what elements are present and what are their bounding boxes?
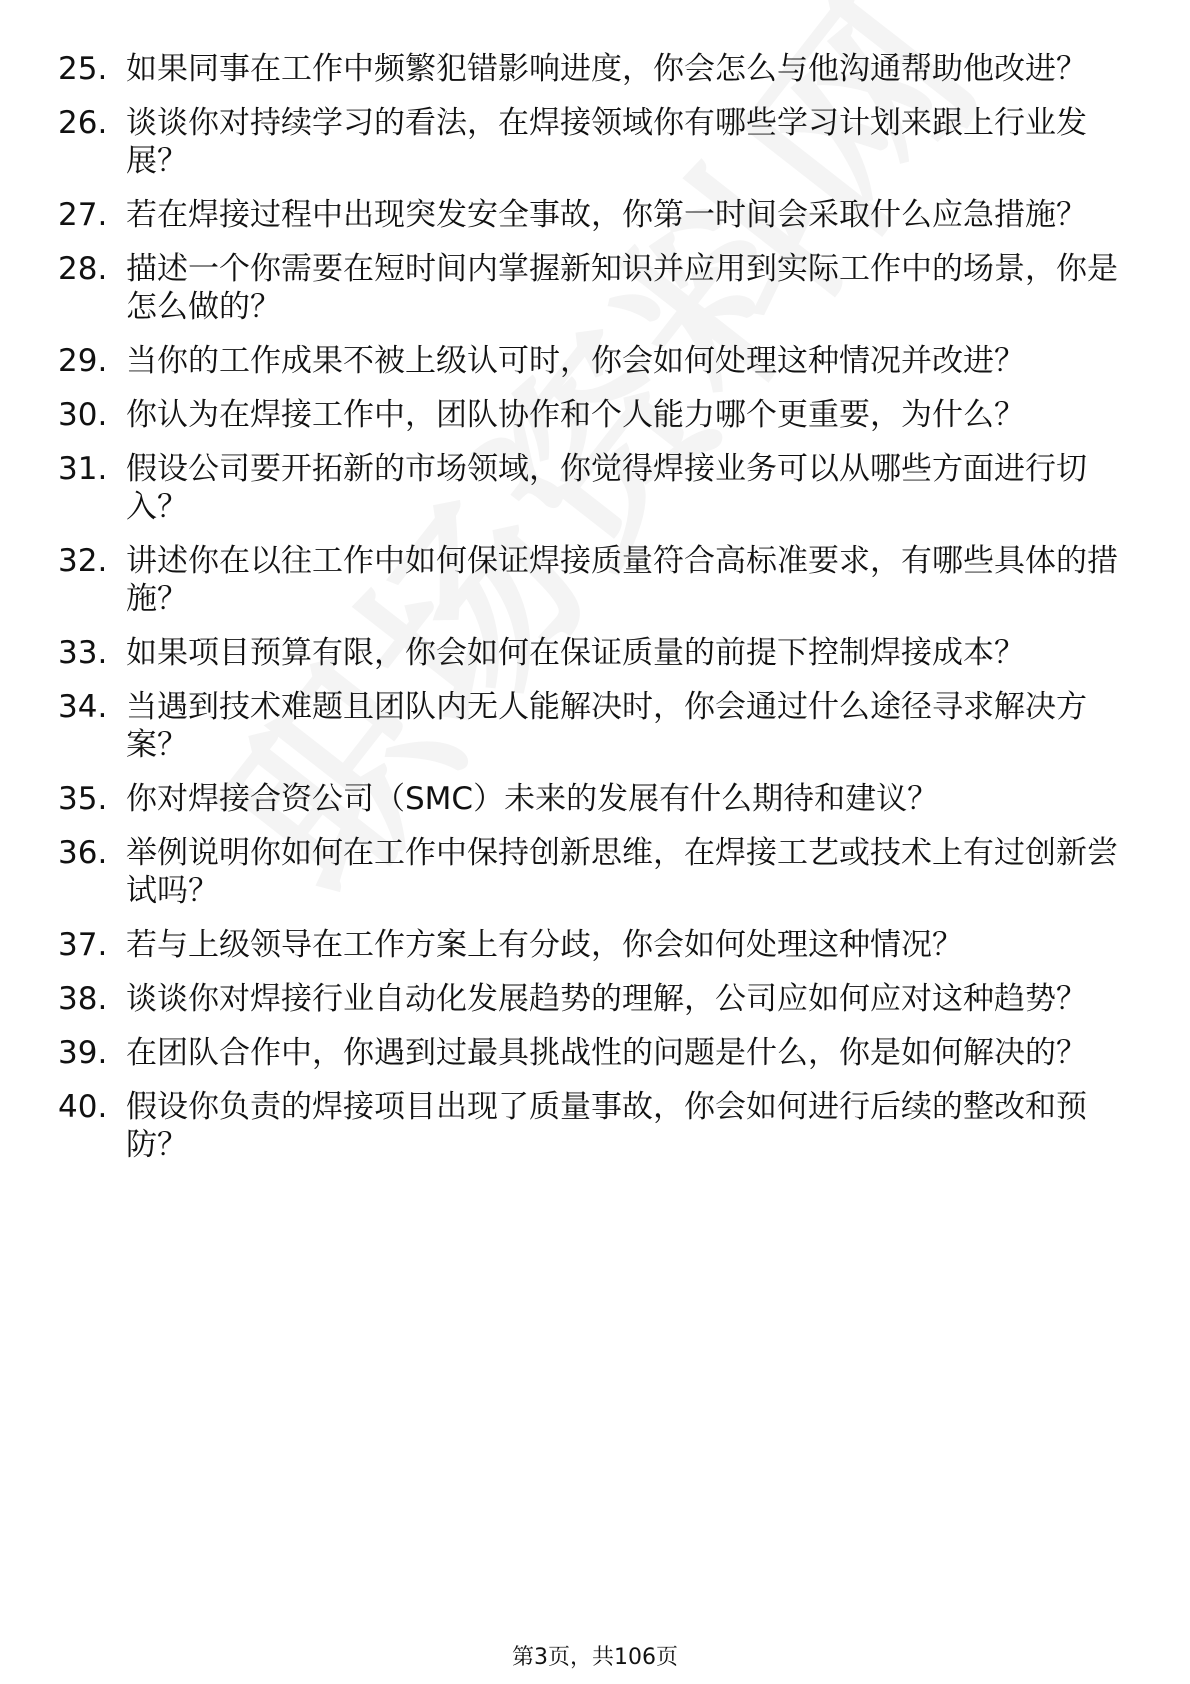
question-list xyxy=(58,50,1128,1180)
question-text: 举例说明你如何在工作中保持创新思维，在焊接工艺或技术上有过创新尝试吗？ xyxy=(126,835,1118,909)
question-number: 28. xyxy=(58,251,108,287)
question-item xyxy=(58,450,1128,526)
question-number: 27. xyxy=(58,197,108,233)
question-item xyxy=(58,196,1128,234)
question-item xyxy=(58,542,1128,618)
question-text: 若在焊接过程中出现突发安全事故，你第一时间会采取什么应急措施？ xyxy=(126,197,1087,233)
question-number: 29. xyxy=(58,343,108,379)
question-number: 33. xyxy=(58,635,108,671)
question-number: 39. xyxy=(58,1035,108,1071)
question-number: 25. xyxy=(58,51,108,87)
question-item xyxy=(58,780,1128,818)
question-item xyxy=(58,688,1128,764)
question-item xyxy=(58,1034,1128,1072)
question-number: 26. xyxy=(58,105,108,141)
question-text: 谈谈你对焊接行业自动化发展趋势的理解，公司应如何应对这种趋势？ xyxy=(126,981,1087,1017)
question-number: 38. xyxy=(58,981,108,1017)
question-text: 假设你负责的焊接项目出现了质量事故，你会如何进行后续的整改和预防？ xyxy=(126,1089,1087,1163)
question-text: 在团队合作中，你遇到过最具挑战性的问题是什么，你是如何解决的？ xyxy=(126,1035,1087,1071)
question-item xyxy=(58,104,1128,180)
question-number: 37. xyxy=(58,927,108,963)
question-number: 32. xyxy=(58,543,108,579)
question-item xyxy=(58,396,1128,434)
question-text: 当你的工作成果不被上级认可时，你会如何处理这种情况并改进？ xyxy=(126,343,1025,379)
question-item xyxy=(58,834,1128,910)
question-number: 40. xyxy=(58,1089,108,1125)
question-text: 你认为在焊接工作中，团队协作和个人能力哪个更重要，为什么？ xyxy=(126,397,1025,433)
question-text: 你对焊接合资公司（SMC）未来的发展有什么期待和建议？ xyxy=(126,781,939,817)
question-text: 当遇到技术难题且团队内无人能解决时，你会通过什么途径寻求解决方案？ xyxy=(126,689,1087,763)
question-text: 描述一个你需要在短时间内掌握新知识并应用到实际工作中的场景，你是怎么做的？ xyxy=(126,251,1118,325)
question-number: 35. xyxy=(58,781,108,817)
question-text: 假设公司要开拓新的市场领域，你觉得焊接业务可以从哪些方面进行切入？ xyxy=(126,451,1087,525)
question-text: 如果项目预算有限，你会如何在保证质量的前提下控制焊接成本？ xyxy=(126,635,1025,671)
question-text: 若与上级领导在工作方案上有分歧，你会如何处理这种情况？ xyxy=(126,927,963,963)
question-number: 30. xyxy=(58,397,108,433)
question-number: 34. xyxy=(58,689,108,725)
question-number: 36. xyxy=(58,835,108,871)
question-item xyxy=(58,50,1128,88)
question-number: 31. xyxy=(58,451,108,487)
question-text: 谈谈你对持续学习的看法，在焊接领域你有哪些学习计划来跟上行业发展？ xyxy=(126,105,1087,179)
question-text: 讲述你在以往工作中如何保证焊接质量符合高标准要求，有哪些具体的措施？ xyxy=(126,543,1118,617)
page-footer: 第3页，共106页 xyxy=(512,1645,678,1670)
question-text: 如果同事在工作中频繁犯错影响进度，你会怎么与他沟通帮助他改进？ xyxy=(126,51,1087,87)
question-item xyxy=(58,980,1128,1018)
question-item xyxy=(58,250,1128,326)
question-item xyxy=(58,342,1128,380)
question-item xyxy=(58,926,1128,964)
question-item xyxy=(58,1088,1128,1164)
question-item xyxy=(58,634,1128,672)
